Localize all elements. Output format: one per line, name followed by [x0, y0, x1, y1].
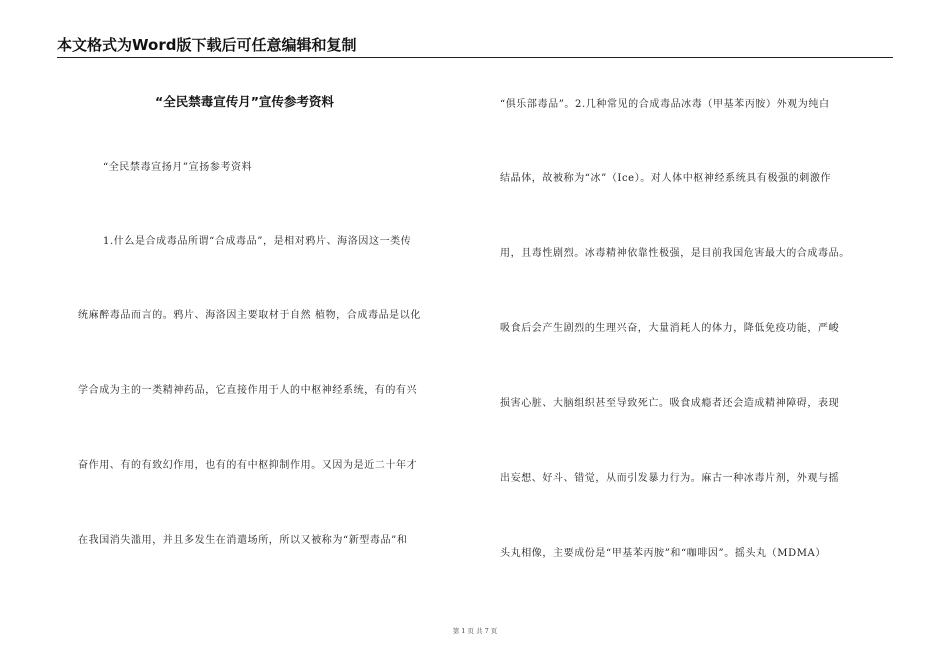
header-divider — [57, 57, 893, 58]
right-column-line: 结晶体，故被称为“冰”（Ice）。对人体中枢神经系统具有极强的刺激作 — [500, 173, 832, 184]
left-column-line: 1.什么是合成毒品所谓“合成毒品”，是相对鸦片、海洛因这一类传 — [103, 236, 412, 247]
right-column-line: 头丸相像，主要成份是“甲基苯丙胺”和“咖啡因”。摇头丸（MDMA） — [500, 548, 826, 559]
right-column-line: 吸食后会产生剧烈的生理兴奋，大量消耗人的体力，降低免疫功能，严峻 — [500, 323, 840, 334]
left-column-line: 学合成为主的一类精神药品，它直接作用于人的中枢神经系统，有的有兴 — [78, 385, 418, 396]
right-column-line: 出妄想、好斗、错觉，从而引发暴力行为。麻古一种冰毒片剂，外观与摇 — [500, 473, 840, 484]
page-number: 第 1 页 共 7 页 — [452, 627, 498, 635]
left-column-line: 奋作用、有的有致幻作用，也有的有中枢抑制作用。又因为是近二十年才 — [78, 460, 418, 471]
right-column-line: 损害心脏、大脑组织甚至导致死亡。吸食成瘾者还会造成精神障碍，表现 — [500, 398, 840, 409]
right-column-line: 用，且毒性剧烈。冰毒精神依靠性极强，是目前我国危害最大的合成毒品。 — [500, 248, 850, 259]
document-header: 本文格式为Word版下载后可任意编辑和复制 — [57, 36, 357, 54]
left-column-line: “全民禁毒宣扬月”宣扬参考资料 — [103, 162, 253, 173]
left-column-line: 统麻醉毒品而言的。鸦片、海洛因主要取材于自然 植物，合成毒品是以化 — [78, 310, 421, 321]
right-column-line: “俱乐部毒品”。2.几种常见的合成毒品冰毒（甲基苯丙胺）外观为纯白 — [500, 99, 830, 110]
left-column-line: 在我国消失滥用，并且多发生在消遣场所，所以又被称为“新型毒品”和 — [78, 535, 408, 546]
document-title: “全民禁毒宣传月”宣传参考资料 — [155, 94, 334, 109]
